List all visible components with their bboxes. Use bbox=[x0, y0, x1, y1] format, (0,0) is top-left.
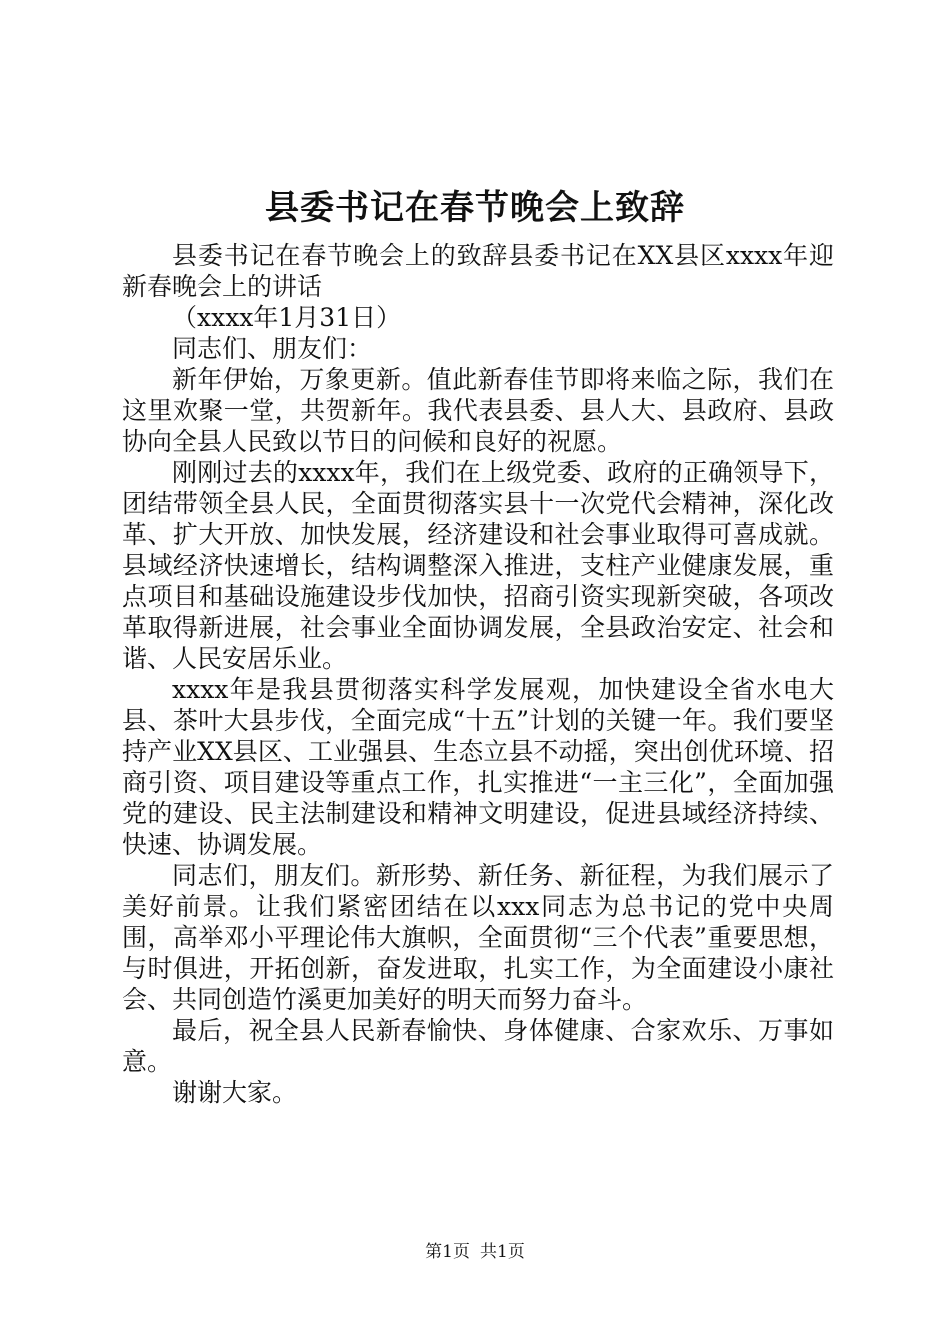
paragraph-salutation: 同志们、朋友们： bbox=[172, 334, 373, 363]
document-body bbox=[122, 240, 834, 1108]
document-title: 县委书记在春节晚会上致辞 bbox=[265, 188, 685, 228]
paragraph-thanks: 谢谢大家。 bbox=[172, 1078, 298, 1107]
paragraph-review: 刚刚过去的xxxx年，我们在上级党委、政府的正确领导下，团结带领全县人民，全面贯彻落实县十一次党代会精神，深化改革、扩大开放、加快发展，经济建设和社会事业取得可喜成就。县域经济快速增长，结构调整深入推进，支柱产业健康发展，重点项目和基础设施建设步伐加快，招商引资实现新突破，各项改革取得新进展，社会事业全面协调发展，全县政治安定、社会和谐、人民安居乐业。 bbox=[122, 458, 834, 673]
page-footer bbox=[0, 1240, 950, 1264]
paragraph-intro: 县委书记在春节晚会上的致辞县委书记在XX县区xxxx年迎新春晚会上的讲话 bbox=[122, 241, 834, 301]
paragraph-plan: xxxx年是我县贯彻落实科学发展观，加快建设全省水电大县、茶叶大县步伐，全面完成“十五”计划的关键一年。我们要坚持产业XX县区、工业强县、生态立县不动摇，突出创优环境、招商引资、项目建设等重点工作，扎实推进“一主三化”，全面加强党的建设、民主法制建设和精神文明建设，促进县域经济持续、快速、协调发展。 bbox=[122, 675, 834, 859]
paragraph-date: （xxxx年1月31日） bbox=[172, 303, 402, 332]
page-number-label: 第1页 bbox=[425, 1242, 470, 1262]
paragraph-call-to-action: 同志们，朋友们。新形势、新任务、新征程，为我们展示了美好前景。让我们紧密团结在以xxx同志为总书记的党中央周围，高举邓小平理论伟大旗帜，全面贯彻“三个代表”重要思想，与时俱进，开拓创新，奋发进取，扎实工作，为全面建设小康社会、共同创造竹溪更加美好的明天而努力奋斗。 bbox=[122, 861, 834, 1014]
page-total-label: 共1页 bbox=[480, 1242, 525, 1262]
paragraph-closing-wish: 最后，祝全县人民新春愉快、身体健康、合家欢乐、万事如意。 bbox=[122, 1016, 834, 1076]
paragraph-greeting: 新年伊始，万象更新。值此新春佳节即将来临之际，我们在这里欢聚一堂，共贺新年。我代表县委、县人大、县政府、县政协向全县人民致以节日的问候和良好的祝愿。 bbox=[122, 365, 834, 456]
